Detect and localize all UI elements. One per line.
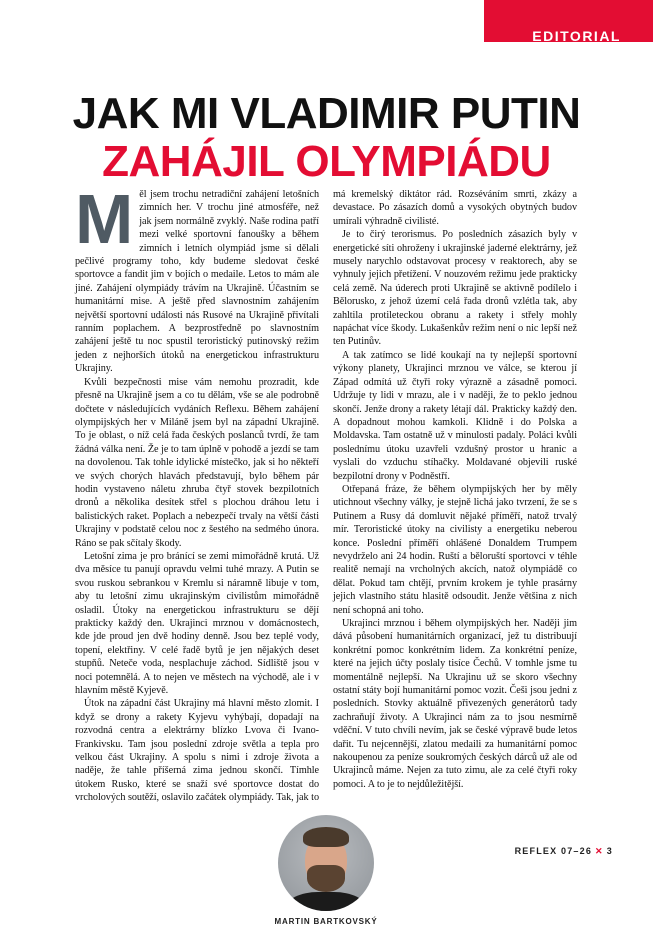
paragraph: Je to čirý terorismus. Po posledních zásazích byly v energetické síti ohroženy i ukrajinské jaderné elektrárny, jež musely narychlo odstavovat procesy v reaktorech, aby se vyhnuly jejich přetížení. V nouzovém režimu jede prakticky celá země. Na úderech proti Ukrajině se aktivně podílelo i Bělorusko, z jehož území celá řada dronů vzlétla tak, aby zahltila protileteckou obranu a rakety i střely mohly napáchat více škody. Lukašenkův režim není o nic lepší než ten Putinův. [333, 229, 577, 348]
article-content [75, 180, 577, 926]
photo-beard [307, 865, 345, 892]
magazine-issue: REFLEX 07–26 [514, 846, 593, 856]
paragraph [75, 180, 319, 376]
paragraph: Kvůli bezpečnosti mise vám nemohu prozradit, kde přesně na Ukrajině jsem a co tu dělám, vše se ale podrobně dočtete v následujících vydáních Reflexu. Během zahájení olympijských her v Miláně jsem byl na západní Ukrajině. To je oblast, o níž celá řada českých poslanců tvrdí, že tam žádná válka není. Že je to tam úplně v pohodě a jezdí se tam na dovolenou. Tak tohle idylické místečko, jak si ho někteří ve svých chorých hlavách představují, bylo během pár hodin vystaveno náletu zhruba čtyř stovek bezpilotních dronů a několika desítek střel s plochou dráhou letu i balistických raket. Poplach a nebezpečí trvaly na větší části Ukrajiny v podstatě celou noc z šestého na sedmého února. Ráno se pak sčítaly škody. [75, 376, 319, 549]
paragraph: Otřepaná fráze, že během olympijských her by měly utichnout všechny války, je stejně lichá jako tvrzení, že se s Putinem a Rusy dá domluvit nějaké příměří, natož trvalý mír. Teroristické útoky na civilisty a energetiku neberou konce. Poslední příměří ohlášené Donaldem Trumpem nevydrželo ani 24 hodin. Ruští a běloruští sportovci v téhle realitě nemají na vrcholných akcích, natož olympiádě co dělat. Pokud tam chtějí, prvním krokem je tyhle prasárny jejich vlastního státu hlasitě odsoudit. Jenže většina z nich není schopná ani toho. [333, 483, 577, 616]
paragraph: Ukrajinci mrznou i během olympijských her. Naději jim dává působení humanitárních organizací, jež tu distribuují konkrétní pomoc konkrétním lidem. Za konkrétní peníze, které na jejich účty poslaly tisíce Čechů. V tomhle jsme tu momentálně nejlepší. Na Ukrajinu už se skoro všechny ostatní státy bojí humanitární pomoc vozit. Češi jsou jedni z posledních. Stovky aktuálně přivezených generátorů tady zachraňují životy. A Ukrajinci nám za to jsou nesmírně vděční. V tuto chvíli nevím, jak se české výpravě bude letos dařit. Tu nejcennější, zlatou medaili za humanitární pomoc nakoupenou za peníze soukromých českých dárců už ale od Ukrajinců máme. Nejen za tuto zimu, ale za celé čtyři roky pomoci. A to je to nejdůležitější. [333, 618, 577, 790]
article-body [75, 180, 577, 805]
drop-cap: M [75, 180, 134, 258]
headline-line-2: ZAHÁJIL OLYMPIÁDU [102, 137, 551, 186]
paragraph-text: ěl jsem trochu netradiční zahájení letošních zimních her. V trochu jiné atmosféře, než jak jsem normálně zvyklý. Naše rodina patří mezi velké sportovní fanoušky a během zimních i letních olympiád jsme si dělali pečlivé programy toho, kdy budeme sledovat české sportovce a fandit jim v bojích o medaile. Letos to mám ale jiné. Zahájení olympiády trávím na Ukrajině. Účastním se humanitární mise. A ještě před slavnostním zahájením největší sportovní události nás Rusové na Ukrajině přivítali ranním poplachem. A bezprostředně po slavnostním zahájení ještě tu noc spustil teroristický putinovský režim jeden z nejhorších útoků na energetickou infrastrukturu Ukrajiny. [75, 189, 319, 375]
section-label: EDITORIAL [532, 28, 621, 44]
page-footer [515, 846, 613, 857]
paragraph: Letošní zima je pro bránící se zemi mimořádně krutá. Už dva měsíce tu panují opravdu velmi tuhé mrazy. A Putin se svou ruskou sebrankou v Kremlu si náramně libuje v tom, aby tu letošní zimu ukrajinským civilistům mimořádně osladil. Útoky na energetickou infrastrukturu se dějí prakticky každý den. Ukrajinci mrznou v domácnostech, kde jde proud jen dvě hodiny denně. Jsou bez teplé vody, topení, elektřiny. V celé řadě bytů je jen nějakých deset stupňů. Neteče voda, nesplachuje záchod. Sídliště jsou v noci potemnělá. A to nejen ve městech na východě, ale i v hlavním městě Kyjevě. [75, 550, 319, 697]
author-photo [278, 815, 374, 911]
paragraph: A tak zatímco se lidé koukají na ty nejlepší sportovní výkony planety, Ukrajinci mrznou ve válce, se kterou jí Západ odmítá už čtyři roky výrazně a zásadně pomoci. Udržuje ty lidi v mrazu, ale i v naději, že to peklo jednou skončí. Jenže drony a rakety létají dál. Prakticky každý den. A dopadnout mohou kamkoli. Klidně i do Polska a Moldavska. Tam ostatně už v minulosti padaly. Poláci kvůli poslednímu útoku uzavřeli vzdušný prostor u hranic a vyslali do vzduchu stíhačky. Moldavané objevili ruské bezpilotní drony v Podněstří. [333, 349, 577, 482]
photo-shirt [286, 892, 366, 911]
page-number: 3 [606, 846, 613, 856]
paragraph: Útok na západní část Ukrajiny má hlavní město zlomit. I když se drony a rakety Kyjevu vyhýbají, dopadají na rozvodná centra a elektrárny blízko Lvova či Ivano-Frankivsku. Tam jsou poslední zdroje světla a tepla pro velkou část Ukrajiny. A spolu s nimi i zdroje života a naděje, že tahle příšerná zima jednou skončí. Tímhle útokem Rusko, které se snaží své sportovce dostat do vrcholových soutěží, oslavilo začátek olympiády. Tak, jak to má kremelský diktátor rád. Rozséváním smrti, zkázy a devastace. Po zásazích domů a vysokých obytných budov umírali výhradně civilisté. [75, 189, 577, 804]
photo-hair [303, 827, 349, 847]
separator-icon: ✕ [595, 846, 604, 856]
author-name: MARTIN BARTKOVSKÝ [274, 916, 378, 926]
headline-line-1: JAK MI VLADIMIR PUTIN [72, 89, 581, 138]
